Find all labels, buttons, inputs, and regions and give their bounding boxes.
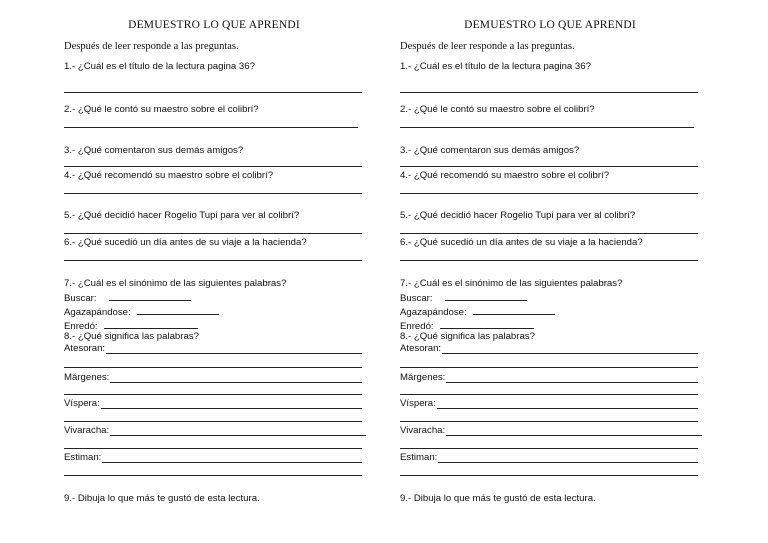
meaning-vivaracha <box>400 425 702 436</box>
answer-line[interactable] <box>400 233 698 234</box>
answer-blank[interactable] <box>440 319 534 329</box>
worksheet-intro: Después de leer responde a las preguntas. <box>400 41 575 52</box>
worksheet-left <box>64 0 374 543</box>
question-2: 2.- ¿Qué le contó su maestro sobre el colibrí? <box>400 104 595 115</box>
answer-blank[interactable] <box>106 344 362 354</box>
answer-blank[interactable] <box>137 305 219 315</box>
worksheet-title: DEMUESTRO LO QUE APRENDI <box>128 19 300 31</box>
question-2: 2.- ¿Qué le contó su maestro sobre el colibrí? <box>64 104 259 115</box>
meaning-vivaracha <box>64 425 366 436</box>
word-label: Atesoran: <box>64 343 106 354</box>
word-label: Vivaracha: <box>400 425 446 436</box>
answer-line[interactable] <box>64 448 362 449</box>
question-1: 1.- ¿Cuál es el título de la lectura pagina 36? <box>64 61 255 72</box>
word-label: Márgenes: <box>64 372 110 383</box>
answer-blank[interactable] <box>438 453 698 463</box>
word-label: Enredó: <box>400 321 434 332</box>
question-4: 4.- ¿Qué recomendó su maestro sobre el colibrí? <box>64 170 274 181</box>
answer-line[interactable] <box>400 367 698 368</box>
answer-blank[interactable] <box>473 305 555 315</box>
answer-line[interactable] <box>400 421 698 422</box>
meaning-margenes <box>400 372 698 383</box>
meaning-atesoran <box>400 343 698 354</box>
synonym-agazapandose <box>400 305 555 318</box>
meaning-estiman <box>64 452 362 463</box>
word-label: Atesoran: <box>400 343 442 354</box>
question-8: 8.- ¿Qué significa las palabras? <box>400 331 535 342</box>
meaning-atesoran <box>64 343 362 354</box>
answer-line[interactable] <box>64 92 362 93</box>
word-label: Estiman: <box>64 452 102 463</box>
answer-line[interactable] <box>400 448 698 449</box>
question-9: 9.- Dibuja lo que más te gustó de esta lectura. <box>400 493 596 504</box>
question-3: 3.- ¿Qué comentaron sus demás amigos? <box>400 145 580 156</box>
meaning-estiman <box>400 452 698 463</box>
answer-line[interactable] <box>400 260 698 261</box>
answer-line[interactable] <box>64 260 362 261</box>
question-8: 8.- ¿Qué significa las palabras? <box>64 331 199 342</box>
answer-line[interactable] <box>400 394 698 395</box>
synonym-buscar <box>64 291 191 304</box>
word-label: Buscar: <box>400 293 433 304</box>
answer-line[interactable] <box>64 193 362 194</box>
meaning-margenes <box>64 372 362 383</box>
answer-blank[interactable] <box>101 399 362 409</box>
answer-blank[interactable] <box>104 319 198 329</box>
answer-line[interactable] <box>400 193 698 194</box>
word-label: Víspera: <box>64 398 100 409</box>
question-7: 7.- ¿Cuál es el sinónimo de las siguientes palabras? <box>400 278 623 289</box>
worksheet-intro: Después de leer responde a las preguntas. <box>64 41 239 52</box>
answer-blank[interactable] <box>442 344 698 354</box>
word-label: Enredó: <box>64 321 98 332</box>
word-label: Víspera: <box>400 398 436 409</box>
answer-line[interactable] <box>64 421 362 422</box>
word-label: Márgenes: <box>400 372 446 383</box>
word-label: Buscar: <box>64 293 97 304</box>
answer-line[interactable] <box>400 166 698 167</box>
question-6: 6.- ¿Qué sucedió un día antes de su viaje a la hacienda? <box>400 237 643 248</box>
question-5: 5.- ¿Qué decidió hacer Rogelio Tupi para ver al colibrí? <box>64 210 300 221</box>
question-3: 3.- ¿Qué comentaron sus demás amigos? <box>64 145 244 156</box>
word-label: Agazapándose: <box>400 307 467 318</box>
answer-blank[interactable] <box>446 426 702 436</box>
answer-blank[interactable] <box>446 373 698 383</box>
answer-line[interactable] <box>64 367 362 368</box>
word-label: Estiman: <box>400 452 438 463</box>
answer-blank[interactable] <box>445 291 527 301</box>
synonym-buscar <box>400 291 527 304</box>
worksheet-right <box>400 0 710 543</box>
answer-blank[interactable] <box>102 453 362 463</box>
worksheet-title: DEMUESTRO LO QUE APRENDI <box>464 19 636 31</box>
answer-line[interactable] <box>64 127 358 128</box>
answer-blank[interactable] <box>109 291 191 301</box>
answer-line[interactable] <box>64 166 362 167</box>
question-5: 5.- ¿Qué decidió hacer Rogelio Tupi para ver al colibrí? <box>400 210 636 221</box>
answer-line[interactable] <box>64 475 362 476</box>
answer-line[interactable] <box>64 394 362 395</box>
meaning-vispera <box>400 398 698 409</box>
answer-blank[interactable] <box>110 373 362 383</box>
word-label: Vivaracha: <box>64 425 110 436</box>
answer-blank[interactable] <box>110 426 366 436</box>
answer-blank[interactable] <box>437 399 698 409</box>
question-1: 1.- ¿Cuál es el título de la lectura pagina 36? <box>400 61 591 72</box>
answer-line[interactable] <box>400 127 694 128</box>
question-7: 7.- ¿Cuál es el sinónimo de las siguientes palabras? <box>64 278 287 289</box>
synonym-agazapandose <box>64 305 219 318</box>
question-4: 4.- ¿Qué recomendó su maestro sobre el colibrí? <box>400 170 610 181</box>
answer-line[interactable] <box>400 92 698 93</box>
answer-line[interactable] <box>64 233 362 234</box>
question-6: 6.- ¿Qué sucedió un día antes de su viaje a la hacienda? <box>64 237 307 248</box>
answer-line[interactable] <box>400 475 698 476</box>
word-label: Agazapándose: <box>64 307 131 318</box>
question-9: 9.- Dibuja lo que más te gustó de esta lectura. <box>64 493 260 504</box>
meaning-vispera <box>64 398 362 409</box>
